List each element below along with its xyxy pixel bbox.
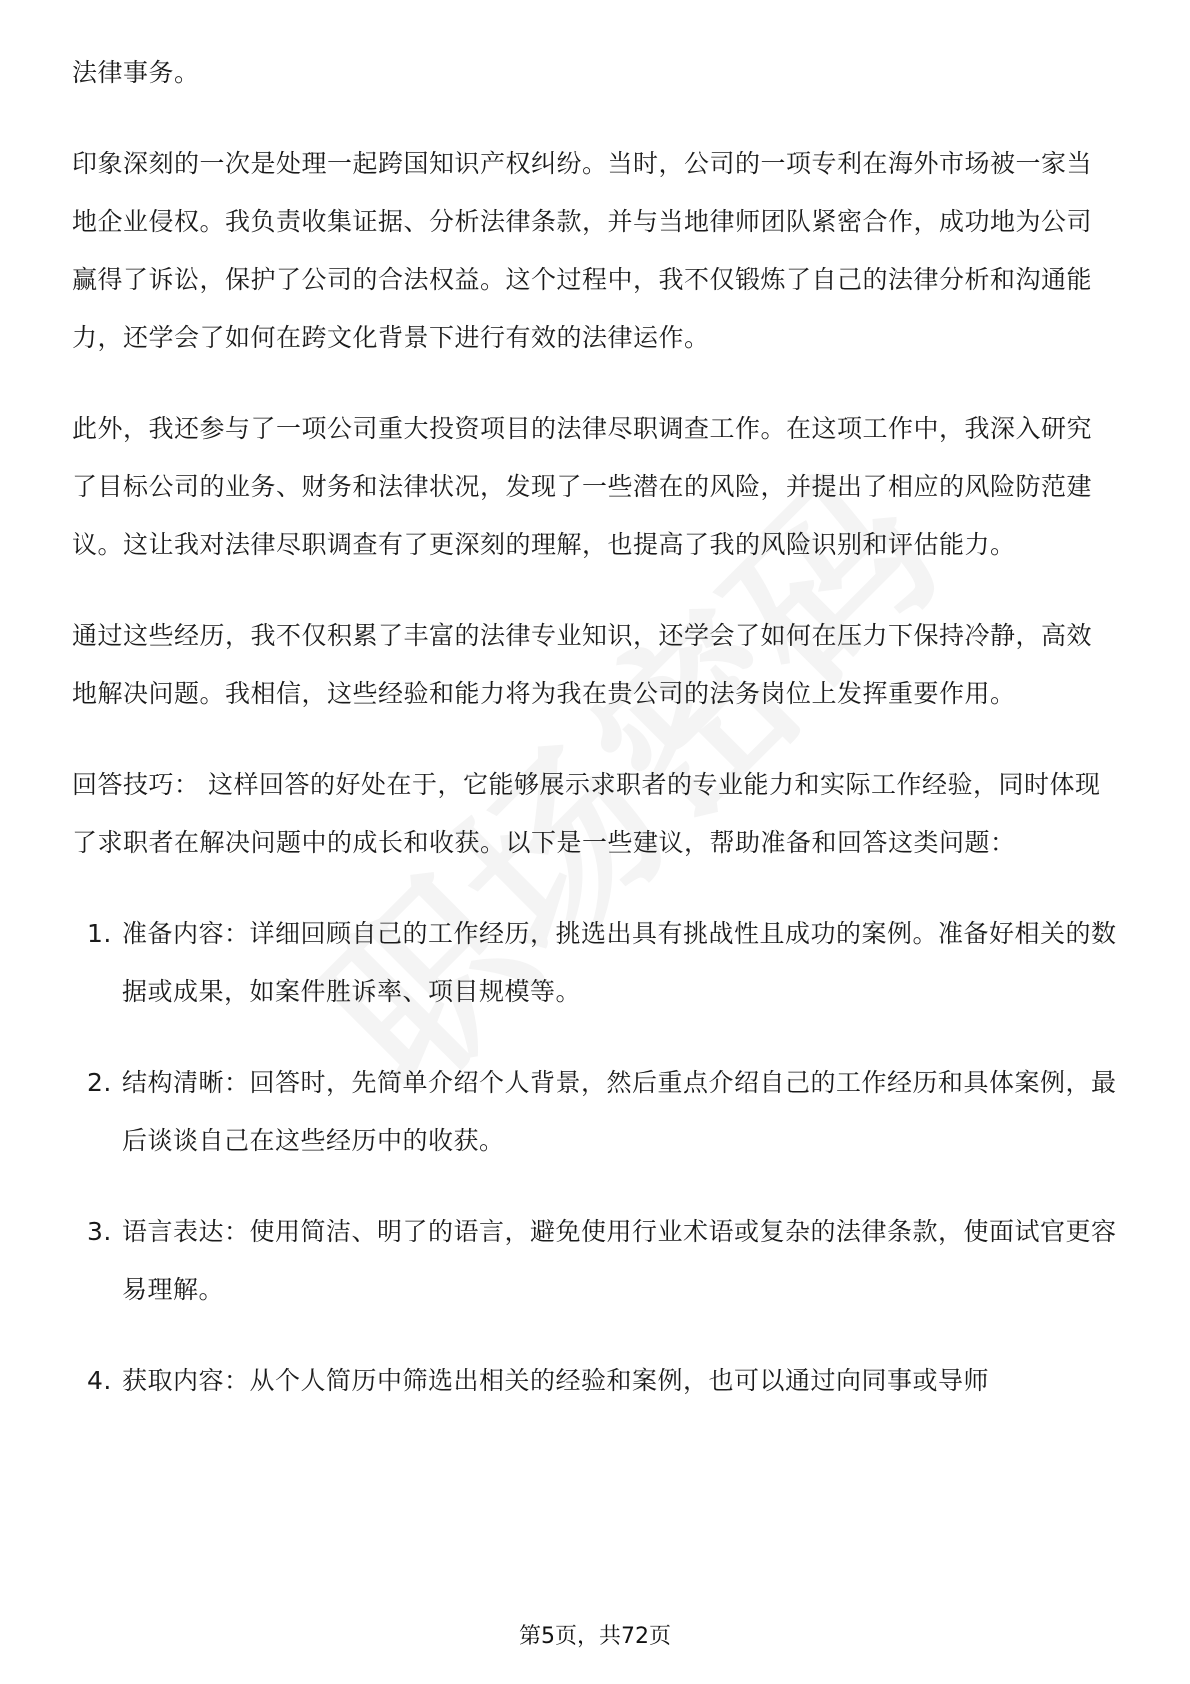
- document-body: [72, 44, 1117, 1443]
- paragraph: 通过这些经历，我不仅积累了丰富的法律专业知识，还学会了如何在压力下保持冷静，高效地解决问题。我相信，这些经验和能力将为我在贵公司的法务岗位上发挥重要作用。: [72, 621, 1093, 708]
- tips-list: [72, 905, 1117, 1410]
- paragraph: 印象深刻的一次是处理一起跨国知识产权纠纷。当时，公司的一项专利在海外市场被一家当地企业侵权。我负责收集证据、分析法律条款，并与当地律师团队紧密合作，成功地为公司赢得了诉讼，保护了公司的合法权益。这个过程中，我不仅锻炼了自己的法律分析和沟通能力，还学会了如何在跨文化背景下进行有效的法律运作。: [72, 149, 1093, 352]
- list-text: 获取内容：从个人简历中筛选出相关的经验和案例，也可以通过向同事或导师: [122, 1366, 990, 1395]
- list-number: 3.: [87, 1217, 112, 1246]
- paragraph: 回答技巧： 这样回答的好处在于，它能够展示求职者的专业能力和实际工作经验，同时体现了求职者在解决问题中的成长和收获。以下是一些建议，帮助准备和回答这类问题：: [72, 770, 1101, 857]
- paragraph: 此外，我还参与了一项公司重大投资项目的法律尽职调查工作。在这项工作中，我深入研究了目标公司的业务、财务和法律状况，发现了一些潜在的风险，并提出了相应的风险防范建议。这让我对法律尽职调查有了更深刻的理解，也提高了我的风险识别和评估能力。: [72, 414, 1093, 559]
- list-item: [72, 905, 1117, 1021]
- list-item: [72, 1054, 1117, 1170]
- list-text: 准备内容：详细回顾自己的工作经历，挑选出具有挑战性且成功的案例。准备好相关的数据或成果，如案件胜诉率、项目规模等。: [122, 919, 1117, 1006]
- list-text: 语言表达：使用简洁、明了的语言，避免使用行业术语或复杂的法律条款，使面试官更容易理解。: [122, 1217, 1117, 1304]
- list-number: 1.: [87, 919, 112, 948]
- list-number: 4.: [87, 1366, 112, 1395]
- list-item: [72, 1352, 1117, 1410]
- list-number: 2.: [87, 1068, 112, 1097]
- page-footer: 第5页，共72页: [519, 1624, 671, 1649]
- list-text: 结构清晰：回答时，先简单介绍个人背景，然后重点介绍自己的工作经历和具体案例，最后谈谈自己在这些经历中的收获。: [122, 1068, 1117, 1155]
- paragraph: 法律事务。: [72, 58, 200, 87]
- list-item: [72, 1203, 1117, 1319]
